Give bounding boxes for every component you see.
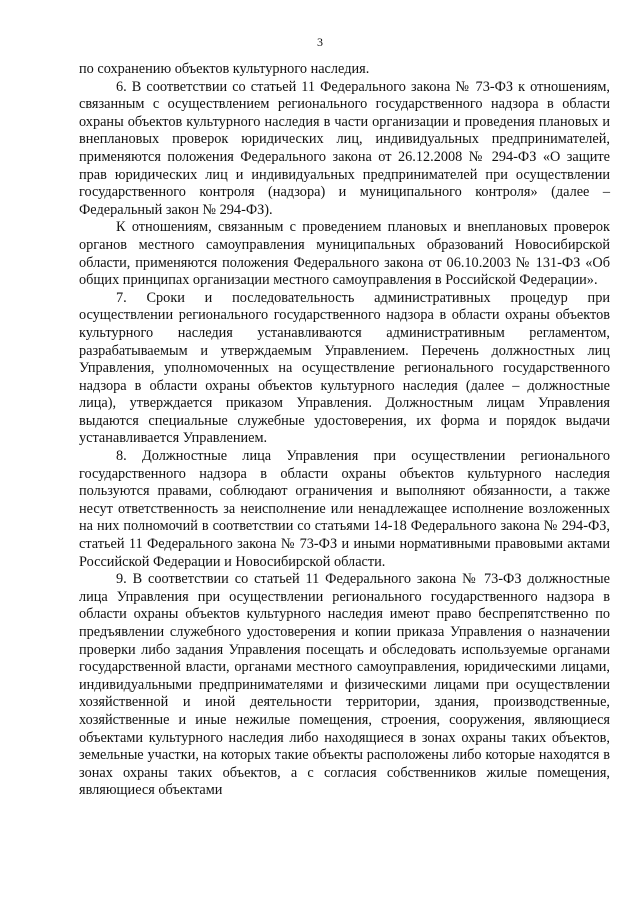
document-body xyxy=(79,61,610,800)
paragraph-continuation: по сохранению объектов культурного наследия. xyxy=(79,61,370,77)
page-number: 3 xyxy=(317,35,323,49)
paragraph-item-6: 6. В соответствии со статьей 11 Федерального закона № 73-ФЗ к отношениям, связанным с осуществлением регионального государственного надзора в области охраны объектов культурного наследия в части организации и проведения плановых и внеплановых проверок юридических лиц, индивидуальных предпринимателей, применяются положения Федерального закона от 26.12.2008 № 294-ФЗ «О защите прав юридических лиц и индивидуальных предпринимателей при осуществлении государственного контроля (надзора) и муниципального контроля» (далее – Федеральный закон № 294-ФЗ). xyxy=(79,78,610,218)
paragraph-item-9: 9. В соответствии со статьей 11 Федерального закона № 73-ФЗ должностные лица Управления при осуществлении регионального государственного надзора в области охраны объектов культурного наследия имеют право беспрепятственно по предъявлении служебного удостоверения и копии приказа Управления о назначении проверки либо задания Управления посещать и обследовать используемые органами государственной власти, органами местного самоуправления, юридическими лицами, индивидуальными предпринимателями и физическими лицами при осуществлении хозяйственной и иной деятельности территории, здания, производственные, хозяйственные и иные нежилые помещения, строения, сооружения, являющиеся объектами культурного наследия либо находящиеся в зонах охраны таких объектов, земельные участки, на которых такие объекты расположены либо которые находятся в зонах охраны таких объектов, а с согласия собственников жилые помещения, являющиеся объектами xyxy=(79,571,610,799)
paragraph-item-8: 8. Должностные лица Управления при осуществлении регионального государственного надзора в области охраны объектов культурного наследия пользуются правами, соблюдают ограничения и выполняют обязанности, а также несут ответственность за неисполнение или ненадлежащее исполнение возложенных на них полномочий в соответствии со статьями 14-18 Федерального закона № 294-ФЗ, статьей 11 Федерального закона № 73-ФЗ и иными нормативными правовыми актами Российской Федерации и Новосибирской области. xyxy=(79,448,610,570)
paragraph-local-government: К отношениям, связанным с проведением плановых и внеплановых проверок органов местного самоуправления муниципальных образований Новосибирской области, применяются положения Федерального закона от 06.10.2003 № 131-ФЗ «Об общих принципах организации местного самоуправления в Российской Федерации». xyxy=(79,219,610,289)
paragraph-item-7: 7. Сроки и последовательность административных процедур при осуществлении регионального государственного надзора в области охраны объектов культурного наследия устанавливаются административным регламентом, разрабатываемым и утверждаемым Управлением. Перечень должностных лиц Управления, уполномоченных на осуществление регионального государственного надзора в области охраны объектов культурного наследия (далее – должностные лица), утверждается приказом Управления. Должностным лицам Управления выдаются специальные служебные удостоверения, их форма и порядок выдачи устанавливается Управлением. xyxy=(79,289,610,447)
